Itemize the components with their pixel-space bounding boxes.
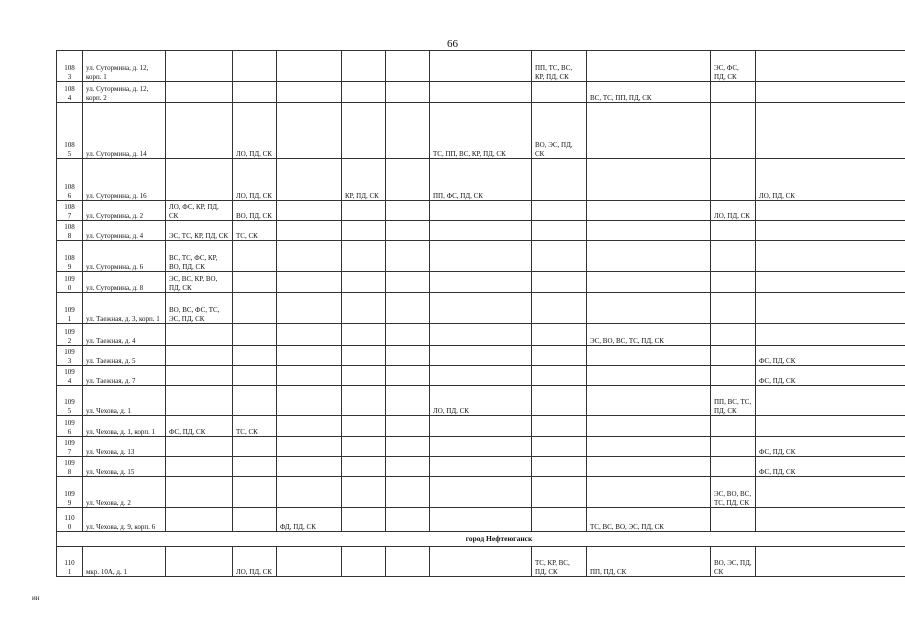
work-type-cell <box>532 416 587 437</box>
work-type-cell <box>277 457 342 477</box>
work-type-cell: КР, ПД, СК <box>342 159 386 201</box>
row-number: 108 5 <box>57 103 83 159</box>
work-type-cell: ВС, ТС, ПП, ПД, СК <box>587 82 711 103</box>
row-number: 109 5 <box>57 386 83 416</box>
work-type-cell: ЛО, ПД, СК <box>233 547 277 577</box>
work-type-cell <box>430 221 532 241</box>
work-type-cell <box>587 477 711 508</box>
work-type-cell <box>711 416 756 437</box>
work-type-cell: ЭС, ТС, КР, ПД, СК <box>166 221 233 241</box>
work-type-cell <box>166 508 233 532</box>
work-type-cell: ЛО, ФС, КР, ПД, СК <box>166 201 233 221</box>
work-type-cell: ФС, ПД, СК <box>756 346 905 366</box>
work-type-cell <box>430 416 532 437</box>
work-type-cell <box>233 346 277 366</box>
work-type-cell: ЛО, ПД, СК <box>711 201 756 221</box>
work-type-cell <box>342 103 386 159</box>
work-type-cell <box>711 508 756 532</box>
work-type-cell <box>277 241 342 272</box>
row-number: 110 1 <box>57 547 83 577</box>
row-number: 108 4 <box>57 82 83 103</box>
work-type-cell <box>711 159 756 201</box>
work-type-cell <box>277 437 342 457</box>
work-type-cell <box>166 457 233 477</box>
address-cell: ул. Таежная, д. 4 <box>83 324 166 346</box>
address-cell: ул. Чехова, д. 15 <box>83 457 166 477</box>
work-type-cell <box>166 437 233 457</box>
table-row <box>57 272 905 293</box>
work-type-cell <box>587 221 711 241</box>
work-type-cell <box>342 508 386 532</box>
work-type-cell <box>711 457 756 477</box>
work-type-cell: ВО, ПД, СК <box>233 201 277 221</box>
work-type-cell <box>430 346 532 366</box>
work-type-cell <box>532 477 587 508</box>
work-type-cell <box>277 366 342 386</box>
table-row <box>57 366 905 386</box>
address-cell: ул. Сутормина, д. 14 <box>83 103 166 159</box>
work-type-cell <box>277 201 342 221</box>
work-type-cell <box>277 293 342 324</box>
work-type-cell: ФС, ПД, СК <box>756 457 905 477</box>
work-type-cell <box>430 272 532 293</box>
work-type-cell <box>277 82 342 103</box>
work-type-cell <box>277 159 342 201</box>
work-type-cell <box>166 51 233 82</box>
work-type-cell <box>587 51 711 82</box>
work-type-cell <box>166 103 233 159</box>
row-number: 108 9 <box>57 241 83 272</box>
table-row <box>57 547 905 577</box>
work-type-cell <box>587 437 711 457</box>
work-type-cell <box>587 457 711 477</box>
repair-schedule-table <box>56 50 905 577</box>
work-type-cell <box>587 272 711 293</box>
work-type-cell <box>532 241 587 272</box>
table-row <box>57 508 905 532</box>
work-type-cell <box>386 272 430 293</box>
work-type-cell <box>532 272 587 293</box>
work-type-cell <box>342 241 386 272</box>
work-type-cell <box>756 324 905 346</box>
work-type-cell <box>386 221 430 241</box>
work-type-cell <box>277 477 342 508</box>
row-number: 109 1 <box>57 293 83 324</box>
work-type-cell <box>386 386 430 416</box>
address-cell: ул. Сутормина, д. 8 <box>83 272 166 293</box>
table-row <box>57 221 905 241</box>
work-type-cell <box>430 82 532 103</box>
work-type-cell <box>430 457 532 477</box>
section-title: город Нефтеюганск <box>57 532 905 547</box>
work-type-cell <box>587 366 711 386</box>
work-type-cell: ВО, ЭС, ПД, СК <box>711 547 756 577</box>
work-type-cell <box>342 416 386 437</box>
work-type-cell <box>756 416 905 437</box>
work-type-cell <box>430 437 532 457</box>
work-type-cell: ЭС, ВО, ВС, ТС, ПД, СК <box>711 477 756 508</box>
work-type-cell <box>756 272 905 293</box>
work-type-cell <box>277 346 342 366</box>
work-type-cell <box>342 221 386 241</box>
work-type-cell <box>342 82 386 103</box>
work-type-cell: ФС, ПД, СК <box>756 366 905 386</box>
work-type-cell <box>756 508 905 532</box>
work-type-cell <box>342 346 386 366</box>
work-type-cell <box>233 477 277 508</box>
row-number: 108 6 <box>57 159 83 201</box>
work-type-cell <box>587 241 711 272</box>
address-cell: ул. Таежная, д. 3, корп. 1 <box>83 293 166 324</box>
work-type-cell: ТС, СК <box>233 221 277 241</box>
work-type-cell <box>386 457 430 477</box>
work-type-cell <box>587 201 711 221</box>
work-type-cell <box>386 51 430 82</box>
row-number: 109 7 <box>57 437 83 457</box>
table-row <box>57 457 905 477</box>
work-type-cell <box>386 82 430 103</box>
work-type-cell <box>532 457 587 477</box>
work-type-cell <box>386 293 430 324</box>
work-type-cell <box>277 51 342 82</box>
address-cell: ул. Сутормина, д. 6 <box>83 241 166 272</box>
work-type-cell <box>711 437 756 457</box>
work-type-cell <box>756 547 905 577</box>
row-number: 109 6 <box>57 416 83 437</box>
work-type-cell: ФС, ПД, СК <box>166 416 233 437</box>
work-type-cell <box>233 293 277 324</box>
address-cell: ул. Сутормина, д. 16 <box>83 159 166 201</box>
row-number: 109 3 <box>57 346 83 366</box>
work-type-cell: ТС, ВС, ВО, ЭС, ПД, СК <box>587 508 711 532</box>
work-type-cell <box>233 386 277 416</box>
work-type-cell <box>532 221 587 241</box>
work-type-cell <box>756 386 905 416</box>
work-type-cell <box>166 386 233 416</box>
work-type-cell <box>756 477 905 508</box>
work-type-cell <box>386 508 430 532</box>
table-row <box>57 346 905 366</box>
work-type-cell <box>711 293 756 324</box>
section-header-row <box>57 532 905 547</box>
work-type-cell <box>342 386 386 416</box>
work-type-cell <box>532 437 587 457</box>
row-number: 109 9 <box>57 477 83 508</box>
table-row <box>57 159 905 201</box>
table-row <box>57 241 905 272</box>
page-number: 66 <box>447 38 458 50</box>
address-cell: ул. Чехова, д. 1 <box>83 386 166 416</box>
row-number: 109 4 <box>57 366 83 386</box>
table-row <box>57 416 905 437</box>
work-type-cell <box>386 201 430 221</box>
work-type-cell <box>587 293 711 324</box>
row-number: 108 7 <box>57 201 83 221</box>
work-type-cell <box>233 457 277 477</box>
work-type-cell <box>756 241 905 272</box>
row-number: 109 2 <box>57 324 83 346</box>
work-type-cell <box>532 201 587 221</box>
work-type-cell <box>233 437 277 457</box>
work-type-cell <box>756 293 905 324</box>
work-type-cell <box>430 477 532 508</box>
work-type-cell <box>532 159 587 201</box>
work-type-cell <box>587 159 711 201</box>
work-type-cell: ЛО, ПД, СК <box>430 386 532 416</box>
work-type-cell <box>386 159 430 201</box>
row-number: 109 8 <box>57 457 83 477</box>
work-type-cell: ВО, ВС, ФС, ТС, ЭС, ПД, СК <box>166 293 233 324</box>
work-type-cell: ТС, КР, ВС, ПД, СК <box>532 547 587 577</box>
work-type-cell: ПП, ТС, ВС, КР, ПД, СК <box>532 51 587 82</box>
work-type-cell <box>711 272 756 293</box>
row-number: 108 3 <box>57 51 83 82</box>
table-row <box>57 386 905 416</box>
work-type-cell <box>166 159 233 201</box>
work-type-cell <box>532 386 587 416</box>
row-number: 109 0 <box>57 272 83 293</box>
work-type-cell <box>756 201 905 221</box>
work-type-cell <box>711 241 756 272</box>
work-type-cell <box>532 346 587 366</box>
work-type-cell <box>756 51 905 82</box>
work-type-cell <box>430 508 532 532</box>
work-type-cell <box>711 103 756 159</box>
work-type-cell <box>342 547 386 577</box>
work-type-cell <box>233 366 277 386</box>
address-cell: ул. Сутормина, д. 2 <box>83 201 166 221</box>
address-cell: ул. Таежная, д. 7 <box>83 366 166 386</box>
work-type-cell <box>277 386 342 416</box>
work-type-cell <box>342 366 386 386</box>
work-type-cell <box>386 103 430 159</box>
work-type-cell <box>386 547 430 577</box>
work-type-cell: ВС, ТС, ФС, КР, ВО, ПД, СК <box>166 241 233 272</box>
address-cell: ул. Сутормина, д. 12, корп. 2 <box>83 82 166 103</box>
work-type-cell <box>430 366 532 386</box>
work-type-cell <box>430 51 532 82</box>
work-type-cell <box>233 82 277 103</box>
work-type-cell <box>277 103 342 159</box>
work-type-cell <box>756 103 905 159</box>
address-cell: ул. Чехова, д. 2 <box>83 477 166 508</box>
footer-mark: ин <box>32 594 40 602</box>
work-type-cell: ТС, ПП, ВС, КР, ПД, СК <box>430 103 532 159</box>
work-type-cell <box>386 346 430 366</box>
work-type-cell <box>277 324 342 346</box>
work-type-cell <box>342 293 386 324</box>
table-row <box>57 477 905 508</box>
work-type-cell <box>532 508 587 532</box>
work-type-cell <box>430 293 532 324</box>
work-type-cell: ЛО, ПД, СК <box>233 159 277 201</box>
work-type-cell: ЭС, ВС, КР, ВО, ПД, СК <box>166 272 233 293</box>
work-type-cell <box>430 241 532 272</box>
work-type-cell <box>277 416 342 437</box>
work-type-cell <box>342 324 386 346</box>
work-type-cell <box>430 547 532 577</box>
work-type-cell <box>233 324 277 346</box>
work-type-cell <box>166 346 233 366</box>
work-type-cell <box>711 346 756 366</box>
work-type-cell <box>587 386 711 416</box>
work-type-cell <box>342 437 386 457</box>
table-row <box>57 324 905 346</box>
work-type-cell <box>711 82 756 103</box>
address-cell: ул. Таежная, д. 5 <box>83 346 166 366</box>
work-type-cell <box>532 324 587 346</box>
work-type-cell <box>233 51 277 82</box>
work-type-cell <box>233 241 277 272</box>
work-type-cell <box>756 221 905 241</box>
work-type-cell <box>277 221 342 241</box>
work-type-cell: ЛО, ПД, СК <box>233 103 277 159</box>
work-type-cell <box>342 51 386 82</box>
work-type-cell <box>386 324 430 346</box>
address-cell: ул. Чехова, д. 13 <box>83 437 166 457</box>
work-type-cell: ЛО, ПД, СК <box>756 159 905 201</box>
work-type-cell <box>532 82 587 103</box>
table-row <box>57 51 905 82</box>
work-type-cell <box>386 477 430 508</box>
work-type-cell <box>532 293 587 324</box>
table-row <box>57 201 905 221</box>
work-type-cell: ВО, ЭС, ПД, СК <box>532 103 587 159</box>
work-type-cell <box>342 477 386 508</box>
work-type-cell: ТС, СК <box>233 416 277 437</box>
table-row <box>57 437 905 457</box>
work-type-cell <box>166 82 233 103</box>
work-type-cell <box>342 457 386 477</box>
work-type-cell <box>711 366 756 386</box>
work-type-cell <box>386 241 430 272</box>
work-type-cell <box>166 366 233 386</box>
work-type-cell <box>277 547 342 577</box>
work-type-cell: ФД, ПД, СК <box>277 508 342 532</box>
table-row <box>57 103 905 159</box>
work-type-cell <box>711 324 756 346</box>
table-row <box>57 82 905 103</box>
address-cell: ул. Чехова, д. 1, корп. 1 <box>83 416 166 437</box>
work-type-cell <box>430 201 532 221</box>
work-type-cell: ПП, ПД, СК <box>587 547 711 577</box>
work-type-cell <box>587 416 711 437</box>
work-type-cell <box>532 366 587 386</box>
work-type-cell: ЭС, ВО, ВС, ТС, ПД, СК <box>587 324 711 346</box>
work-type-cell <box>386 437 430 457</box>
work-type-cell: ПП, ФС, ПД, СК <box>430 159 532 201</box>
work-type-cell <box>587 346 711 366</box>
work-type-cell <box>342 272 386 293</box>
address-cell: мкр. 10А, д. 1 <box>83 547 166 577</box>
work-type-cell: ПП, ВС, ТС, ПД, СК <box>711 386 756 416</box>
work-type-cell <box>587 103 711 159</box>
work-type-cell <box>711 221 756 241</box>
work-type-cell <box>166 477 233 508</box>
work-type-cell <box>166 547 233 577</box>
work-type-cell: ЭС, ФС, ПД, СК <box>711 51 756 82</box>
work-type-cell <box>233 272 277 293</box>
work-type-cell <box>386 416 430 437</box>
work-type-cell <box>430 324 532 346</box>
row-number: 108 8 <box>57 221 83 241</box>
row-number: 110 0 <box>57 508 83 532</box>
work-type-cell: ФС, ПД, СК <box>756 437 905 457</box>
work-type-cell <box>277 272 342 293</box>
address-cell: ул. Сутормина, д. 4 <box>83 221 166 241</box>
work-type-cell <box>166 324 233 346</box>
work-type-cell <box>756 82 905 103</box>
work-type-cell <box>233 508 277 532</box>
work-type-cell <box>342 201 386 221</box>
address-cell: ул. Сутормина, д. 12, корп. 1 <box>83 51 166 82</box>
address-cell: ул. Чехова, д. 9, корп. 6 <box>83 508 166 532</box>
table-row <box>57 293 905 324</box>
work-type-cell <box>386 366 430 386</box>
